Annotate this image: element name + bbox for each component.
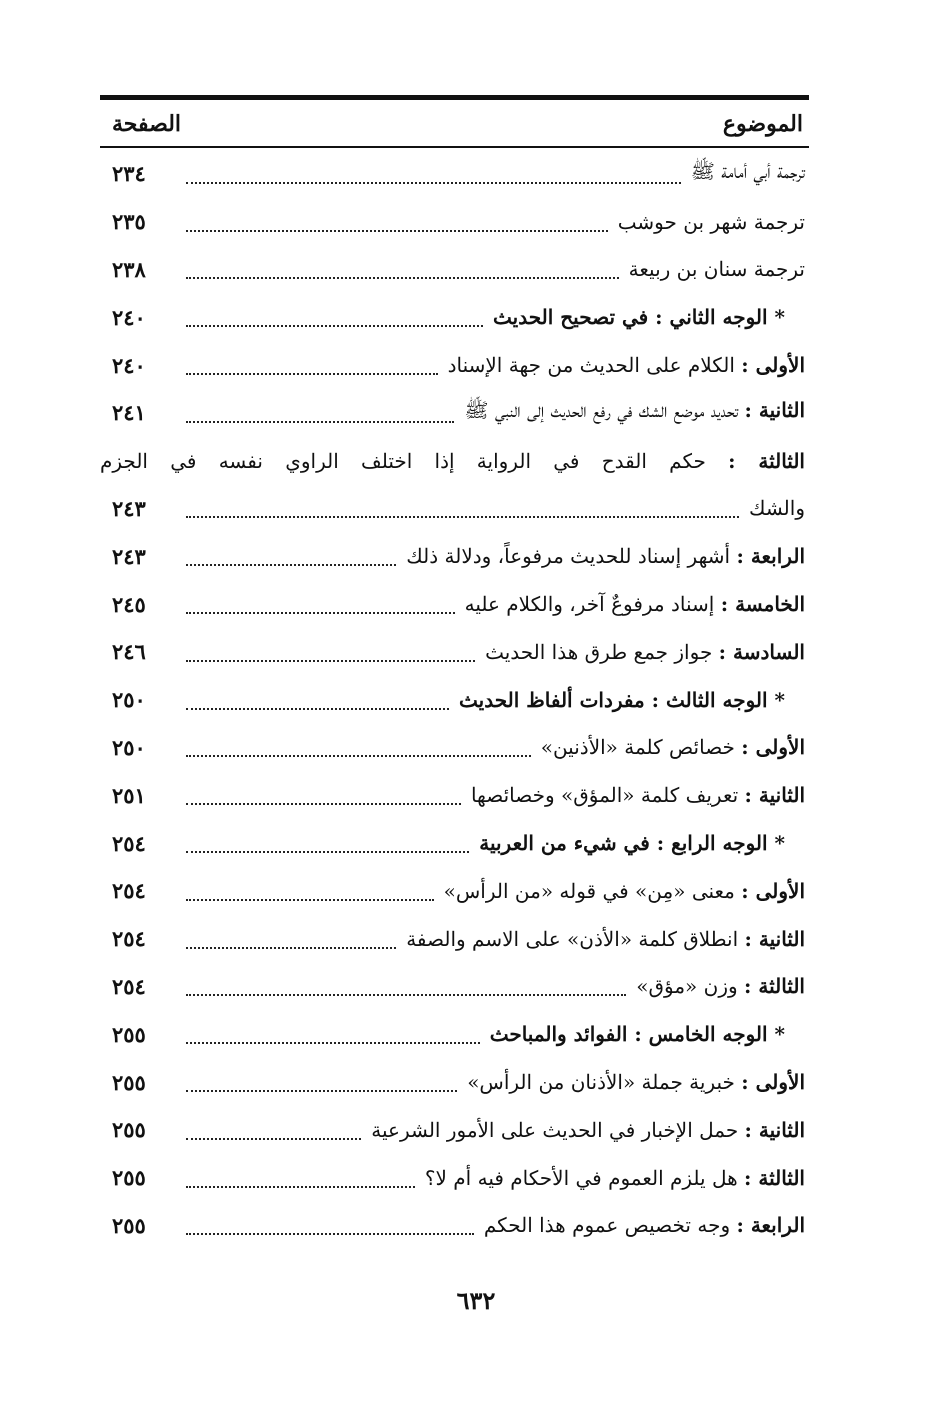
toc-entry	[100, 341, 805, 389]
entry-title	[461, 1070, 805, 1094]
entry-label: الثانية :	[744, 783, 805, 808]
entry-title	[400, 544, 805, 568]
entry-text: حكم القدح في الرواية إذا اختلف الراوي نفسه في الجزم	[100, 448, 706, 473]
section-title	[473, 831, 805, 855]
entry-label: الأولى :	[741, 353, 805, 378]
entry-page: ٢٥٥	[112, 1117, 146, 1143]
leader-dots	[186, 947, 396, 949]
entry-text: ترجمة شهر بن حوشب	[617, 209, 805, 234]
entry-label: الثانية :	[744, 398, 805, 423]
entry-title	[465, 783, 805, 807]
entry-title	[630, 974, 805, 998]
entry-title	[442, 353, 805, 377]
entry-title	[478, 1213, 805, 1237]
entry-page: ٢٤٣	[112, 543, 146, 569]
entry-page: ٢٤٥	[112, 591, 146, 617]
leader-dots	[186, 1186, 415, 1188]
section-title	[453, 688, 805, 712]
leader-dots	[186, 899, 434, 901]
entry-text: هل يلزم العموم في الأحكام فيه أم لا؟	[424, 1165, 738, 1190]
toc-entry	[100, 915, 805, 963]
entry-page: ٢٤٠	[112, 304, 146, 330]
entry-page: ٢٣٤	[112, 161, 146, 187]
entry-page: ٢٤١	[112, 400, 146, 426]
entry-text: خصائص كلمة «الأذنين»	[540, 735, 735, 760]
entry-text: معنى «مِن» في قوله «من الرأس»	[443, 878, 735, 903]
entry-title	[479, 640, 805, 664]
page-number: ٦٣٢	[456, 1286, 496, 1315]
header-topic-label: الموضوع	[722, 111, 803, 137]
entry-label: الثانية :	[744, 1117, 805, 1142]
toc-section-heading	[100, 819, 805, 867]
leader-dots	[186, 230, 608, 232]
leader-dots	[186, 564, 396, 566]
entry-label: الأولى :	[741, 735, 805, 760]
toc-section-heading	[100, 676, 805, 724]
leader-dots	[186, 182, 681, 184]
toc-entry	[100, 1106, 805, 1154]
entry-title	[459, 592, 805, 616]
entry-label: الرابعة :	[736, 1213, 805, 1238]
section-title	[484, 1022, 805, 1046]
entry-text: تحديد موضع الشك في رفع الحديث إلى النبي ﷺ	[464, 398, 739, 423]
leader-dots	[186, 1090, 457, 1092]
entry-label: الثانية :	[744, 926, 805, 951]
entry-text: وزن «مؤق»	[636, 974, 738, 999]
entry-title	[94, 449, 805, 473]
toc-entry	[100, 771, 805, 819]
entry-page: ٢٥٥	[112, 1212, 146, 1238]
leader-dots	[186, 660, 475, 662]
entry-title	[438, 879, 805, 903]
toc-entry	[100, 198, 805, 246]
toc-entry-wrapped-first-line	[100, 437, 805, 485]
section-text: * الوجه الثالث : مفردات ألفاظ الحديث	[459, 687, 785, 712]
section-text: * الوجه الرابع : في شيء من العربية	[479, 831, 785, 856]
entry-page: ٢٤٠	[112, 352, 146, 378]
leader-dots	[186, 421, 454, 423]
entry-label: الثالثة :	[728, 448, 805, 473]
leader-dots	[186, 994, 626, 996]
entry-title	[685, 159, 805, 188]
toc-section-heading	[100, 293, 805, 341]
section-text: * الوجه الثاني : في تصحيح الحديث	[493, 305, 785, 330]
entry-text: ترجمة أبي أمامة ﷺ	[690, 159, 805, 184]
entry-label: الأولى :	[741, 878, 805, 903]
toc-entry	[100, 1154, 805, 1202]
entry-text: وجه تخصيص عموم هذا الحكم	[483, 1213, 731, 1238]
entry-page: ٢٥٤	[112, 830, 146, 856]
entry-page: ٢٥٠	[112, 687, 146, 713]
leader-dots	[186, 325, 483, 327]
toc-entry	[100, 1202, 805, 1250]
toc-entry	[100, 963, 805, 1011]
leader-dots	[186, 1042, 480, 1044]
entry-text: أشهر إسناد للحديث مرفوعاً، ودلالة ذلك	[406, 544, 731, 569]
entry-title	[458, 398, 805, 427]
entry-text: الكلام على الحديث من جهة الإسناد	[447, 353, 735, 378]
entry-title	[419, 1166, 805, 1190]
toc-header	[100, 104, 809, 144]
leader-dots	[186, 708, 449, 710]
leader-dots	[186, 755, 531, 757]
leader-dots	[186, 851, 469, 853]
entry-text: ترجمة سنان بن ربيعة	[628, 257, 805, 282]
entry-page: ٢٤٦	[112, 639, 146, 665]
leader-dots	[186, 1138, 361, 1140]
toc-entry-wrapped-last-line	[100, 485, 805, 533]
entry-label: الأولى :	[741, 1070, 805, 1095]
entry-label: الرابعة :	[736, 544, 805, 569]
entry-page: ٢٤٣	[112, 495, 146, 521]
leader-dots	[186, 803, 461, 805]
section-text: * الوجه الخامس : الفوائد والمباحث	[489, 1022, 785, 1047]
toc-entry	[100, 628, 805, 676]
entry-title	[743, 496, 805, 520]
leader-dots	[186, 373, 438, 375]
entry-text: خبرية جملة «الأذنان من الرأس»	[467, 1070, 735, 1095]
entry-text: حمل الإخبار في الحديث على الأمور الشرعية	[371, 1117, 739, 1142]
toc-list	[100, 150, 805, 1249]
header-page-label: الصفحة	[112, 111, 182, 137]
entry-label: السادسة :	[718, 639, 805, 664]
entry-title	[365, 1118, 805, 1142]
top-rule	[100, 95, 809, 100]
entry-title	[400, 927, 805, 951]
entry-page: ٢٥١	[112, 782, 146, 808]
toc-entry	[100, 867, 805, 915]
entry-label: الثالثة :	[744, 974, 805, 999]
toc-entry	[100, 532, 805, 580]
toc-entry	[100, 724, 805, 772]
leader-dots	[186, 1233, 474, 1235]
entry-page: ٢٥٤	[112, 878, 146, 904]
entry-text: جواز جمع طرق هذا الحديث	[485, 639, 713, 664]
entry-text: تعريف كلمة «المؤق» وخصائصها	[470, 783, 739, 808]
leader-dots	[186, 612, 455, 614]
entry-page: ٢٥٥	[112, 1021, 146, 1047]
entry-page: ٢٥٤	[112, 973, 146, 999]
toc-entry	[100, 246, 805, 294]
entry-text: انطلاق كلمة «الأذن» على الاسم والصفة	[406, 926, 739, 951]
entry-page: ٢٥٠	[112, 734, 146, 760]
entry-text: والشك	[748, 496, 805, 521]
entry-page: ٢٥٤	[112, 926, 146, 952]
entry-title	[535, 735, 805, 759]
toc-entry	[100, 150, 805, 198]
entry-title	[623, 257, 805, 281]
leader-dots	[186, 277, 619, 279]
header-rule	[100, 146, 809, 148]
entry-page: ٢٣٥	[112, 209, 146, 235]
toc-entry	[100, 389, 805, 437]
entry-page: ٢٥٥	[112, 1069, 146, 1095]
entry-page: ٢٣٨	[112, 256, 146, 282]
entry-title	[612, 210, 805, 234]
entry-text: إسناد مرفوعٌ آخر، والكلام عليه	[464, 592, 715, 617]
toc-section-heading	[100, 1010, 805, 1058]
entry-label: الثالثة :	[744, 1165, 805, 1190]
toc-entry	[100, 1058, 805, 1106]
toc-entry	[100, 580, 805, 628]
entry-label: الخامسة :	[720, 592, 805, 617]
section-title	[487, 305, 805, 329]
leader-dots	[186, 516, 739, 518]
entry-page: ٢٥٥	[112, 1165, 146, 1191]
